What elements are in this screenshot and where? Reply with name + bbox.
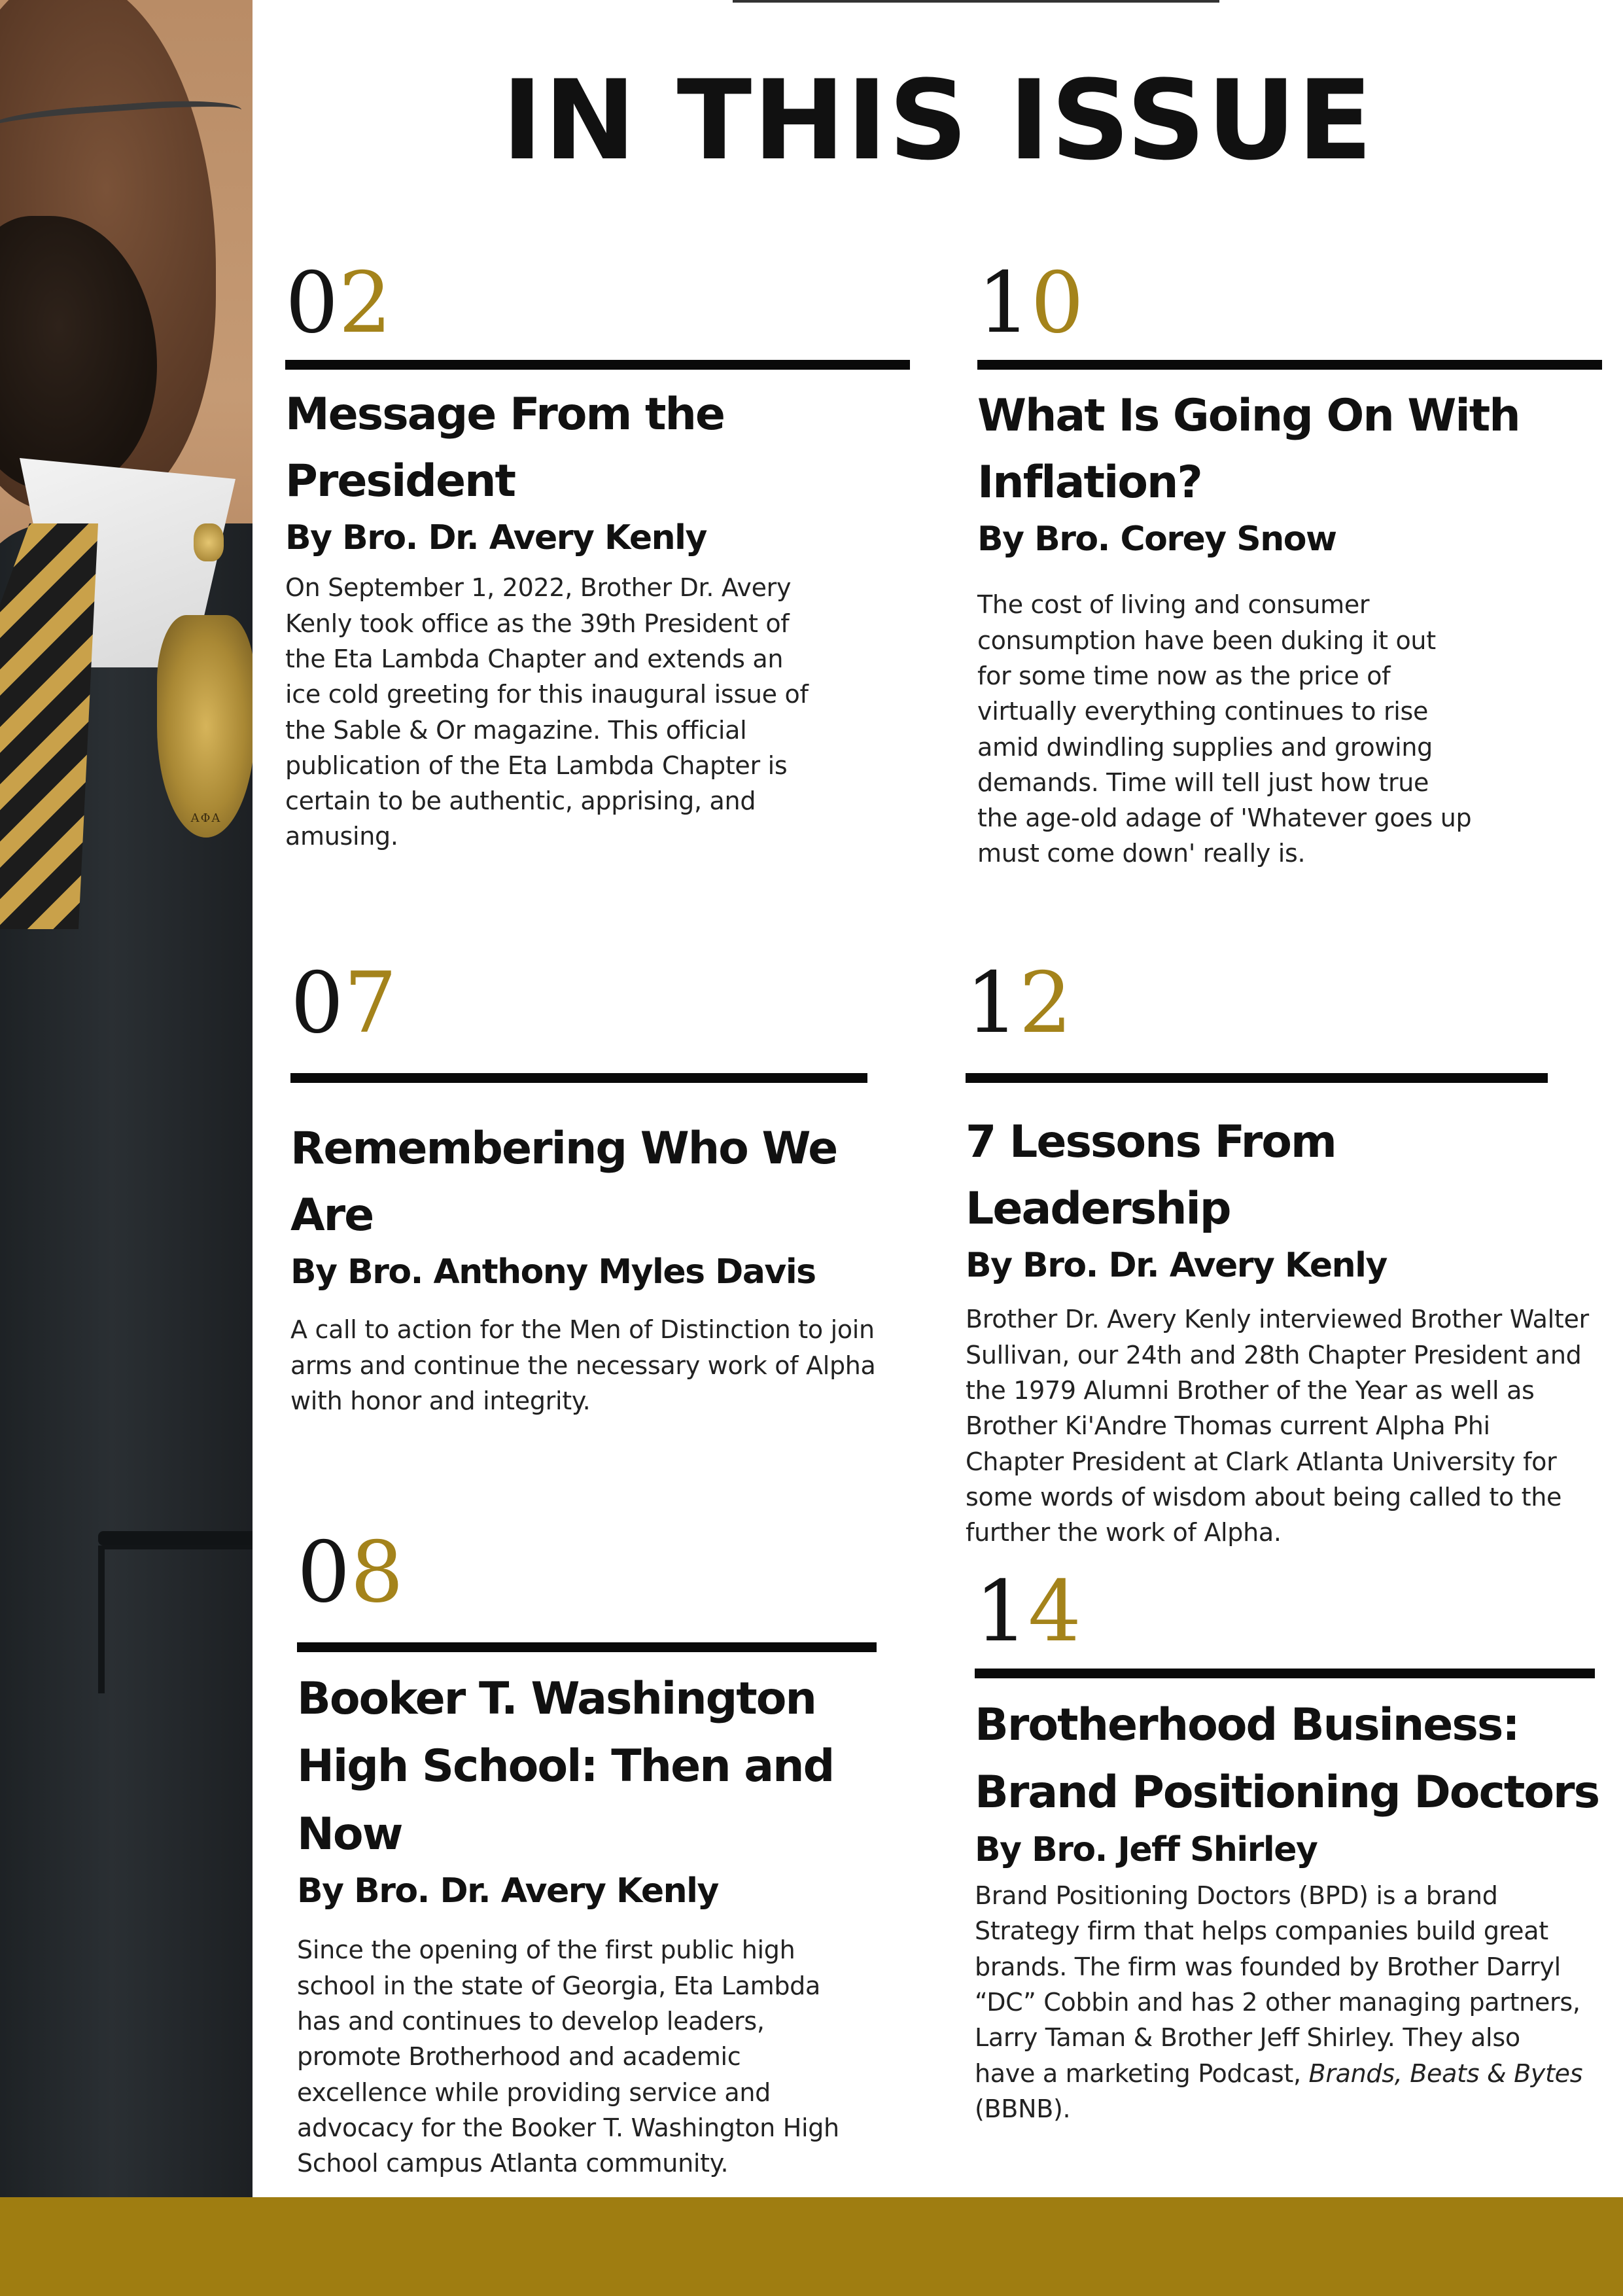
issue-number-second-digit: 2 <box>1019 955 1072 1052</box>
article-summary: The cost of living and consumer consumption have been duking it out for some time now as the price of virtually everything continues to rise amid dwindling supplies and growing demands. Time will tell just how true the age-old adage of 'Whatever goes up must come down' really is. <box>977 590 1472 868</box>
article-title[interactable]: What Is Going On With Inflation? <box>977 390 1520 508</box>
issue-number-second-digit: 0 <box>1030 255 1084 352</box>
article-author: By Bro. Anthony Myles Davis <box>290 1252 816 1292</box>
issue-number-first-digit: 1 <box>975 1563 1028 1661</box>
issue-number <box>297 1524 912 1629</box>
article-14 <box>975 1563 1603 2127</box>
top-divider <box>733 0 1219 3</box>
lapel-pin <box>194 523 224 561</box>
issue-number-second-digit: 2 <box>338 255 392 352</box>
article-author: By Bro. Dr. Avery Kenly <box>966 1246 1387 1285</box>
article-title[interactable]: Remembering Who We Are <box>290 1123 837 1241</box>
article-10 <box>977 255 1605 872</box>
article-12 <box>966 955 1594 1550</box>
issue-number-first-digit: 1 <box>966 955 1019 1052</box>
article-summary: On September 1, 2022, Brother Dr. Avery Kenly took office as the 39th President of the Eta Lambda Chapter and extends an ice cold greeting for this inaugural issue of the Sable & Or magazine. This official publication of the Eta Lambda Chapter is certain to be authentic, apprising, and amusing. <box>285 573 809 851</box>
issue-number <box>285 255 913 360</box>
issue-number-second-digit: 8 <box>350 1524 404 1621</box>
issue-number <box>977 255 1605 360</box>
article-author: By Bro. Corey Snow <box>977 520 1336 559</box>
issue-number-second-digit: 4 <box>1028 1563 1081 1661</box>
podcast-name: Brands, Beats & Bytes <box>1308 2058 1583 2088</box>
issue-number-second-digit: 7 <box>343 955 397 1052</box>
issue-number-first-digit: 0 <box>290 955 344 1052</box>
article-title[interactable]: Brotherhood Business: Brand Positioning Doctors <box>975 1699 1599 1819</box>
issue-number-first-digit: 1 <box>977 255 1031 352</box>
article-author: By Bro. Jeff Shirley <box>975 1829 1318 1869</box>
article-title[interactable]: 7 Lessons From Leadership <box>966 1116 1336 1235</box>
article-rule <box>285 360 910 370</box>
article-title[interactable]: Booker T. Washington High School: Then and Now <box>297 1673 834 1860</box>
article-rule <box>977 360 1602 370</box>
article-author: By Bro. Dr. Avery Kenly <box>297 1871 718 1911</box>
article-summary: Since the opening of the first public high school in the state of Georgia, Eta Lambda has and continues to develop leaders, promote Brotherhood and academic excellence while providing service and advocacy for the Booker T. Washington High School campus Atlanta community. <box>297 1935 839 2178</box>
photo-pocket-edge <box>98 1545 253 1693</box>
article-summary: Brother Dr. Avery Kenly interviewed Brother Walter Sullivan, our 24th and 28th Chapter President and the 1979 Alumni Brother of the Year as well as Brother Ki'Andre Thomas current Alpha Phi Chapter President at Clark Atlanta University for some words of wisdom about being called to the further the work of Alpha. <box>966 1305 1589 1547</box>
article-08 <box>297 1524 912 2181</box>
article-rule <box>290 1073 867 1083</box>
article-07 <box>290 955 879 1419</box>
page-title: IN THIS ISSUE <box>502 56 1374 185</box>
cover-photo <box>0 0 253 2199</box>
footer-band <box>0 2197 1623 2296</box>
article-rule <box>297 1642 877 1652</box>
article-summary <box>975 1878 1583 2127</box>
issue-number <box>966 955 1594 1060</box>
article-rule <box>966 1073 1548 1083</box>
issue-number-first-digit: 0 <box>297 1524 351 1621</box>
article-summary: A call to action for the Men of Distinction to join arms and continue the necessary work of Alpha with honor and integrity. <box>290 1315 876 1415</box>
issue-number-first-digit: 0 <box>285 255 339 352</box>
issue-number <box>290 955 879 1060</box>
crest-lettering: ΑΦΑ <box>190 811 222 825</box>
article-title[interactable]: Message From the President <box>285 389 725 507</box>
article-author: By Bro. Dr. Avery Kenly <box>285 518 707 557</box>
article-02 <box>285 255 913 855</box>
article-rule <box>975 1669 1595 1678</box>
summary-text: Brand Positioning Doctors (BPD) is a brand Strategy firm that helps companies build great brands. The firm was founded by Brother Darryl “DC” Cobbin and has 2 other managing partners, Larry Taman & Brother Jeff Shirley. They also have a marketing Podcast, <box>975 1881 1580 2088</box>
issue-number <box>975 1563 1603 1669</box>
fraternity-crest <box>157 615 253 838</box>
photo-pocket <box>98 1531 253 1545</box>
summary-text-end: (BBNB). <box>975 2094 1071 2123</box>
